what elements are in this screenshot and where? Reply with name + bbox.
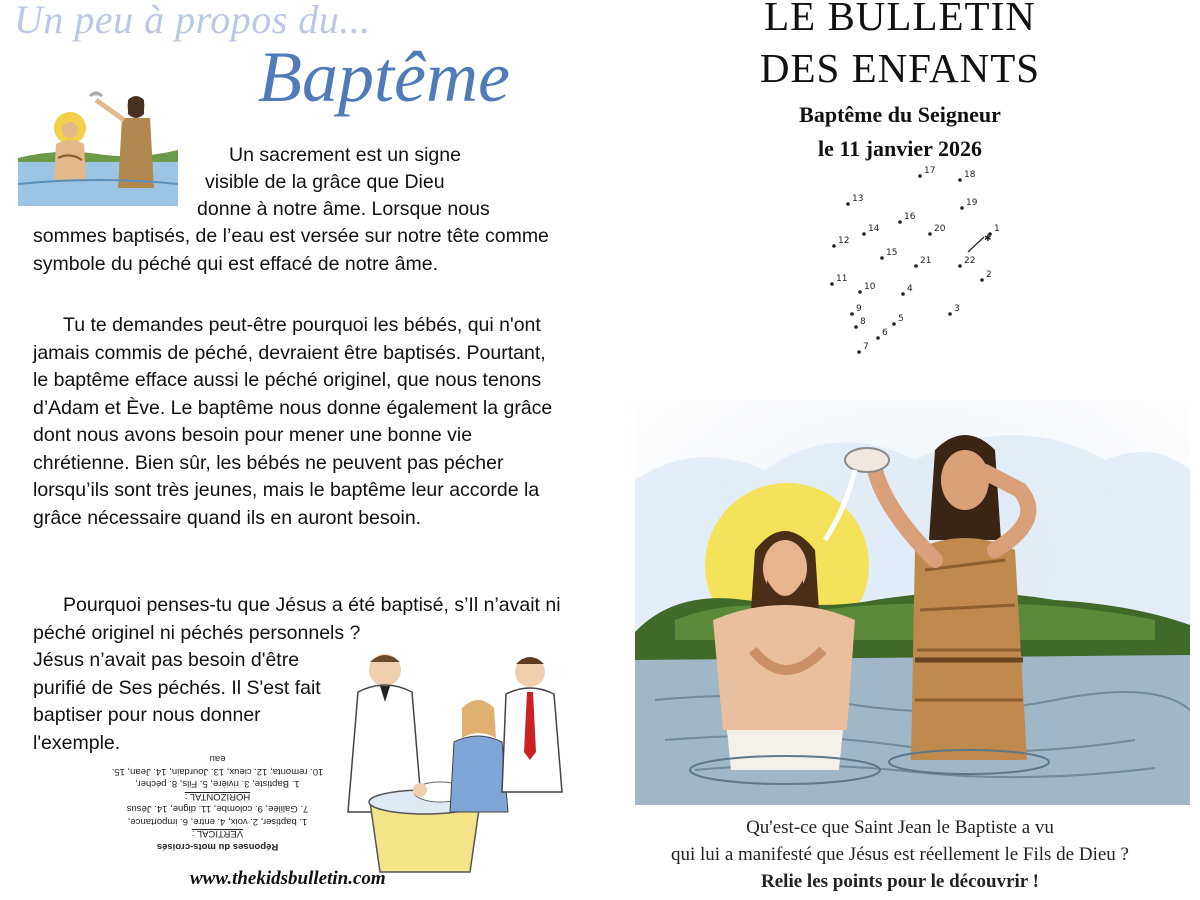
dot-label-12: 12: [838, 236, 850, 246]
dot-label-10: 10: [864, 282, 876, 292]
dot-5: [892, 322, 896, 326]
website-url: www.thekidsbulletin.com: [190, 868, 386, 889]
intro-paragraph-rest: sommes baptisés, de l’eau est versée sur notre tête comme symbole du péché qui est effacé de notre âme.: [33, 225, 549, 275]
dot-16: [898, 220, 902, 224]
dot-label-18: 18: [964, 170, 976, 180]
answers-horizontal-2: 10. remonta, 12. cieux, 13. Jourdain, 14. Jean, 15. eau: [111, 753, 324, 777]
dot-label-6: 6: [882, 328, 888, 338]
right-page: [600, 0, 1200, 900]
dot-7: [857, 350, 861, 354]
intro-line-2: visible de la grâce que Dieu: [205, 171, 445, 193]
dot-15: [880, 256, 884, 260]
baptism-of-jesus-small-illustration: [18, 88, 178, 206]
dot-11: [830, 282, 834, 286]
dot-label-17: 17: [924, 166, 936, 176]
dot-3: [948, 312, 952, 316]
dot-label-11: 11: [836, 274, 848, 284]
dot-label-3: 3: [954, 304, 960, 314]
star-ray-line: [968, 237, 984, 252]
crossword-answers-upside-down: [110, 752, 325, 852]
dot-label-4: 4: [907, 284, 913, 294]
dot-label-8: 8: [860, 317, 866, 327]
dot-label-2: 2: [986, 270, 992, 280]
bulletin-title-line-2: DES ENFANTS: [759, 45, 1041, 91]
dot-label-16: 16: [904, 212, 916, 222]
intro-line-1: Un sacrement est un signe: [229, 144, 461, 166]
kicker-heading: Un peu à propos du...: [14, 0, 371, 42]
answers-vertical-1: 1. baptiser, 2. voix, 4. entre, 6. importance,: [127, 816, 308, 827]
connect-the-dots-puzzle: [810, 162, 1010, 362]
dot-22: [958, 264, 962, 268]
baptism-of-jesus-painting: [635, 400, 1190, 805]
dot-18: [958, 178, 962, 182]
dot-2: [980, 278, 984, 282]
star-icon: ✱: [984, 234, 992, 244]
question-line-1: Qu'est-ce que Saint Jean le Baptiste a vu: [746, 817, 1054, 838]
answers-title: Réponses du mots-croisés: [156, 841, 279, 852]
feast-date: le 11 janvier 2026: [818, 136, 982, 161]
page-title: Baptême: [258, 37, 510, 117]
dot-label-14: 14: [868, 224, 880, 234]
dot-label-19: 19: [966, 198, 978, 208]
dot-13: [846, 202, 850, 206]
answers-vertical-label: VERTICAL :: [191, 828, 244, 840]
dot-12: [832, 244, 836, 248]
dot-label-1: 1: [994, 224, 1000, 234]
dot-label-7: 7: [863, 342, 869, 352]
dot-label-22: 22: [964, 256, 976, 266]
dot-label-21: 21: [920, 256, 932, 266]
connect-dots-instruction: Relie les points pour le découvrir !: [761, 871, 1039, 892]
dot-8: [854, 325, 858, 329]
question-line-2: qui lui a manifesté que Jésus est réellement le Fils de Dieu ?: [671, 844, 1129, 865]
infant-baptism-paragraph: Tu te demandes peut-être pourquoi les bébés, qui n'ont jamais commis de péché, devraient être baptisés. Pourtant, le baptême efface aussi le péché originel, que nous tenons d’Adam et Ève. Le baptême nous donne également la grâce dont nous avons besoin pour mener une bonne vie chrétienne. Bien sûr, les bébés ne peuvent pas pécher lorsqu’ils sont très jeunes, mais le baptême leur accorde la grâce nécessaire quand ils en auront besoin.: [33, 314, 553, 529]
dot-6: [876, 336, 880, 340]
feast-name: Baptême du Seigneur: [799, 102, 1001, 127]
bulletin-title-line-1: LE BULLETIN: [764, 0, 1036, 39]
answers-horizontal-label: HORIZONTAL :: [184, 791, 251, 802]
why-jesus-question: Pourquoi penses-tu que Jésus a été baptisé, s’Il n’avait ni péché originel ni péchés personnels ?: [33, 594, 561, 644]
dot-label-20: 20: [934, 224, 946, 234]
intro-line-3: donne à notre âme. Lorsque nous: [197, 198, 490, 220]
dot-label-9: 9: [856, 304, 862, 314]
dot-14: [862, 232, 866, 236]
dot-label-15: 15: [886, 248, 898, 258]
dot-17: [918, 174, 922, 178]
answers-vertical-2: 7. Galilée, 9. colombe, 11. digne, 14. Jésus: [126, 803, 309, 815]
dot-19: [960, 206, 964, 210]
dot-10: [858, 290, 862, 294]
why-jesus-answer: Jésus n’avait pas besoin d'être purifié de Ses péchés. Il S'est fait baptiser pour nous donner l'exemple.: [33, 649, 321, 754]
dot-4: [901, 292, 905, 296]
answers-horizontal-1: 1. Baptiste, 3. rivière, 5. Fils, 8. pécher,: [135, 778, 300, 790]
dot-20: [928, 232, 932, 236]
dot-21: [914, 264, 918, 268]
dot-label-5: 5: [898, 314, 904, 324]
dot-9: [850, 312, 854, 316]
dot-label-13: 13: [852, 194, 864, 204]
